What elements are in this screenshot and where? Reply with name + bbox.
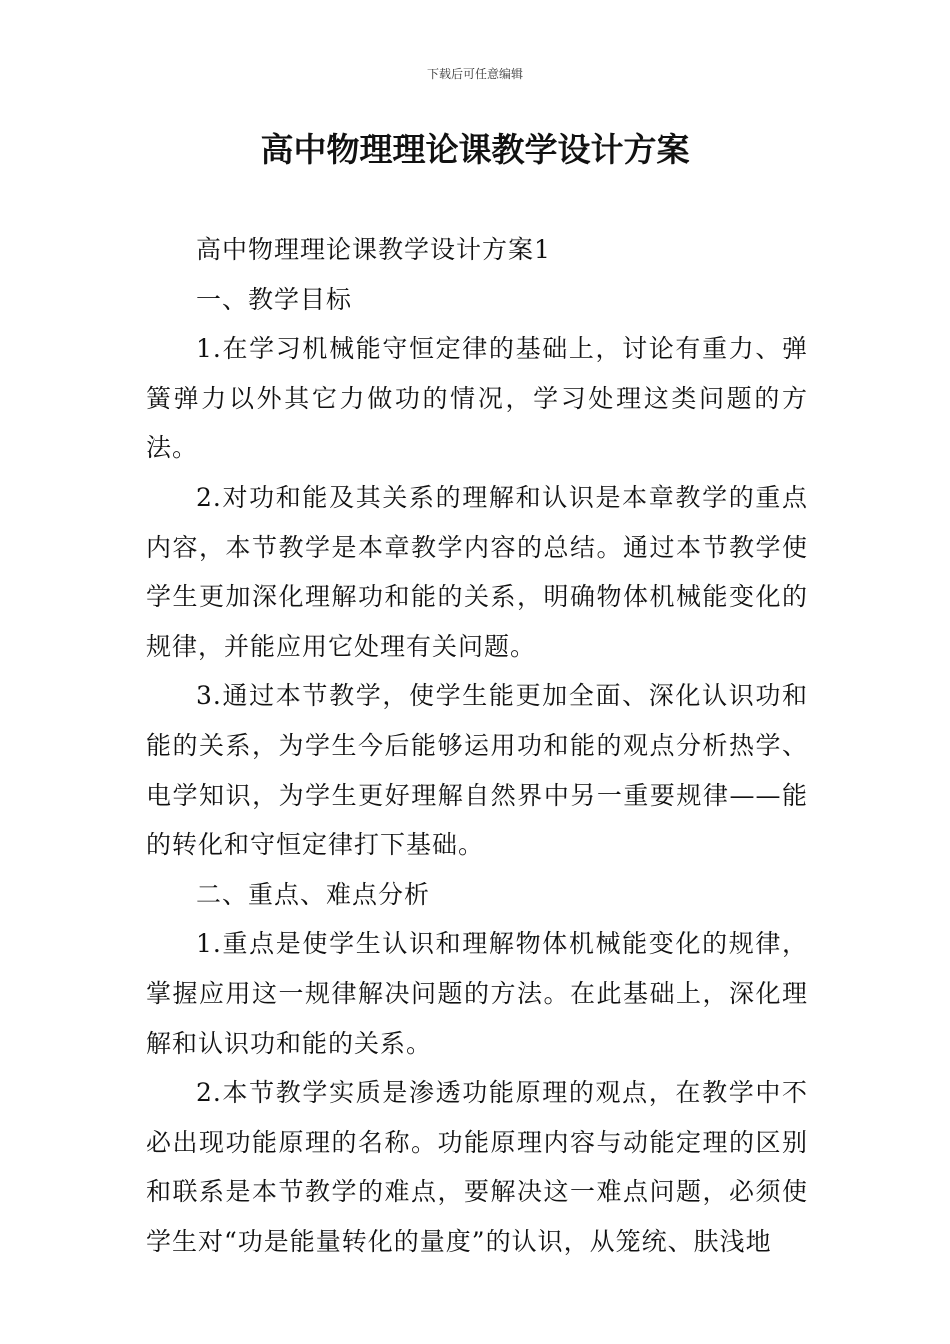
paragraph-key-point-1: 1.重点是使学生认识和理解物体机械能变化的规律，掌握应用这一规律解决问题的方法。在此基础上，深化理解和认识功和能的关系。 <box>146 929 808 1058</box>
section-heading-teaching-goals: 一、教学目标 <box>196 284 353 314</box>
document-body <box>146 225 808 1266</box>
document-title: 高中物理理论课教学设计方案 <box>260 130 690 169</box>
paragraph-goal-2: 2.对功和能及其关系的理解和认识是本章教学的重点内容，本节教学是本章教学内容的总结。通过本节教学使学生更加深化理解功和能的关系，明确物体机械能变化的规律，并能应用它处理有关问题。 <box>146 482 808 661</box>
section-heading-plan-1: 高中物理理论课教学设计方案1 <box>196 235 551 264</box>
section-heading-key-points: 二、重点、难点分析 <box>196 879 431 909</box>
paragraph-key-point-2: 2.本节教学实质是渗透功能原理的观点，在教学中不必出现功能原理的名称。功能原理内容与动能定理的区别和联系是本节教学的难点，要解决这一难点问题，必须使学生对“功是能量转化的量度”的认识，从笼统、肤浅地 <box>146 1078 808 1256</box>
paragraph-goal-1: 1.在学习机械能守恒定律的基础上，讨论有重力、弹簧弹力以外其它力做功的情况，学习处理这类问题的方法。 <box>146 334 808 463</box>
paragraph-goal-3: 3.通过本节教学，使学生能更加全面、深化认识功和能的关系，为学生今后能够运用功和能的观点分析热学、电学知识，为学生更好理解自然界中另一重要规律——能的转化和守恒定律打下基础。 <box>146 681 808 860</box>
header-note: 下载后可任意编辑 <box>426 67 523 81</box>
